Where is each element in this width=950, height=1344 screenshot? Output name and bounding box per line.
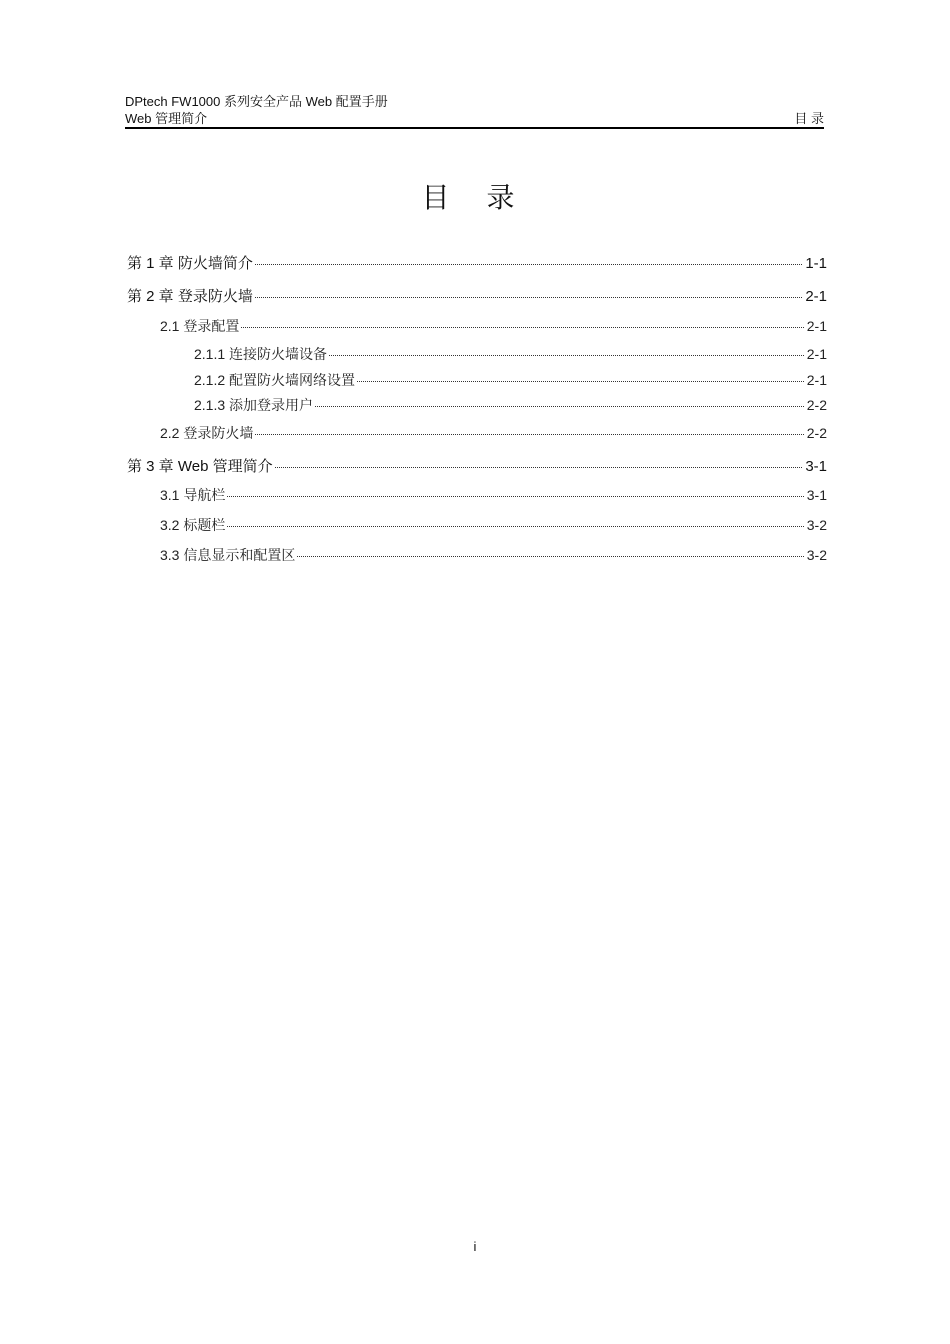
- page-header: [125, 93, 824, 127]
- toc-entry[interactable]: [194, 395, 827, 415]
- dot-leader: [227, 526, 803, 527]
- toc-entry-page: 3-1: [805, 458, 827, 475]
- toc-entry-title: 3.1 导航栏: [160, 487, 226, 503]
- toc-entry-page: 2-1: [806, 372, 827, 388]
- dot-leader: [255, 297, 802, 298]
- toc-entry-title: 第 1 章 防火墙简介: [127, 255, 253, 272]
- dot-leader: [315, 406, 804, 407]
- dot-leader: [255, 264, 802, 265]
- header-right-label: 目 录: [794, 111, 824, 126]
- toc-entry[interactable]: [160, 485, 827, 505]
- toc-entry-page: 3-1: [806, 487, 827, 503]
- toc-entry-page: 2-1: [806, 346, 827, 362]
- toc-entry-title: 3.2 标题栏: [160, 517, 226, 533]
- header-rule: [125, 127, 824, 129]
- toc-entry-title: 2.2 登录防火墙: [160, 425, 254, 441]
- toc-entry-title: 2.1.1 连接防火墙设备: [194, 346, 328, 362]
- toc-entry[interactable]: [160, 423, 827, 443]
- toc-entry-page: 3-2: [806, 547, 827, 563]
- dot-leader: [241, 327, 803, 328]
- toc-entry-title: 3.3 信息显示和配置区: [160, 547, 296, 563]
- dot-leader: [227, 496, 803, 497]
- section-title: Web 管理简介: [125, 111, 208, 126]
- toc-entry[interactable]: [127, 285, 827, 306]
- toc-entry[interactable]: [160, 545, 827, 565]
- toc-entry-page: 2-2: [806, 425, 827, 441]
- dot-leader: [357, 381, 804, 382]
- toc-entry-page: 2-1: [806, 318, 827, 334]
- dot-leader: [275, 467, 803, 468]
- page-number: i: [473, 1239, 477, 1254]
- toc-entry[interactable]: [160, 316, 827, 336]
- toc-entry-title: 2.1.2 配置防火墙网络设置: [194, 372, 356, 388]
- toc-entry[interactable]: [127, 252, 827, 273]
- toc-entry[interactable]: [194, 344, 827, 364]
- dot-leader: [297, 556, 803, 557]
- toc-entry-title: 第 2 章 登录防火墙: [127, 288, 253, 305]
- dot-leader: [255, 434, 803, 435]
- toc-entry-page: 1-1: [805, 255, 827, 272]
- toc-entry-title: 2.1.3 添加登录用户: [194, 397, 314, 413]
- toc-entry[interactable]: [127, 455, 827, 476]
- toc-entry-page: 2-1: [805, 288, 827, 305]
- dot-leader: [329, 355, 804, 356]
- toc-entry[interactable]: [160, 515, 827, 535]
- toc-entry-title: 第 3 章 Web 管理简介: [127, 458, 273, 475]
- toc-entry-title: 2.1 登录配置: [160, 318, 240, 334]
- toc-heading: 目 录: [421, 181, 529, 214]
- document-title: DPtech FW1000 系列安全产品 Web 配置手册: [125, 94, 388, 109]
- toc-entry-page: 3-2: [806, 517, 827, 533]
- toc-entry[interactable]: [194, 370, 827, 390]
- toc-entry-page: 2-2: [806, 397, 827, 413]
